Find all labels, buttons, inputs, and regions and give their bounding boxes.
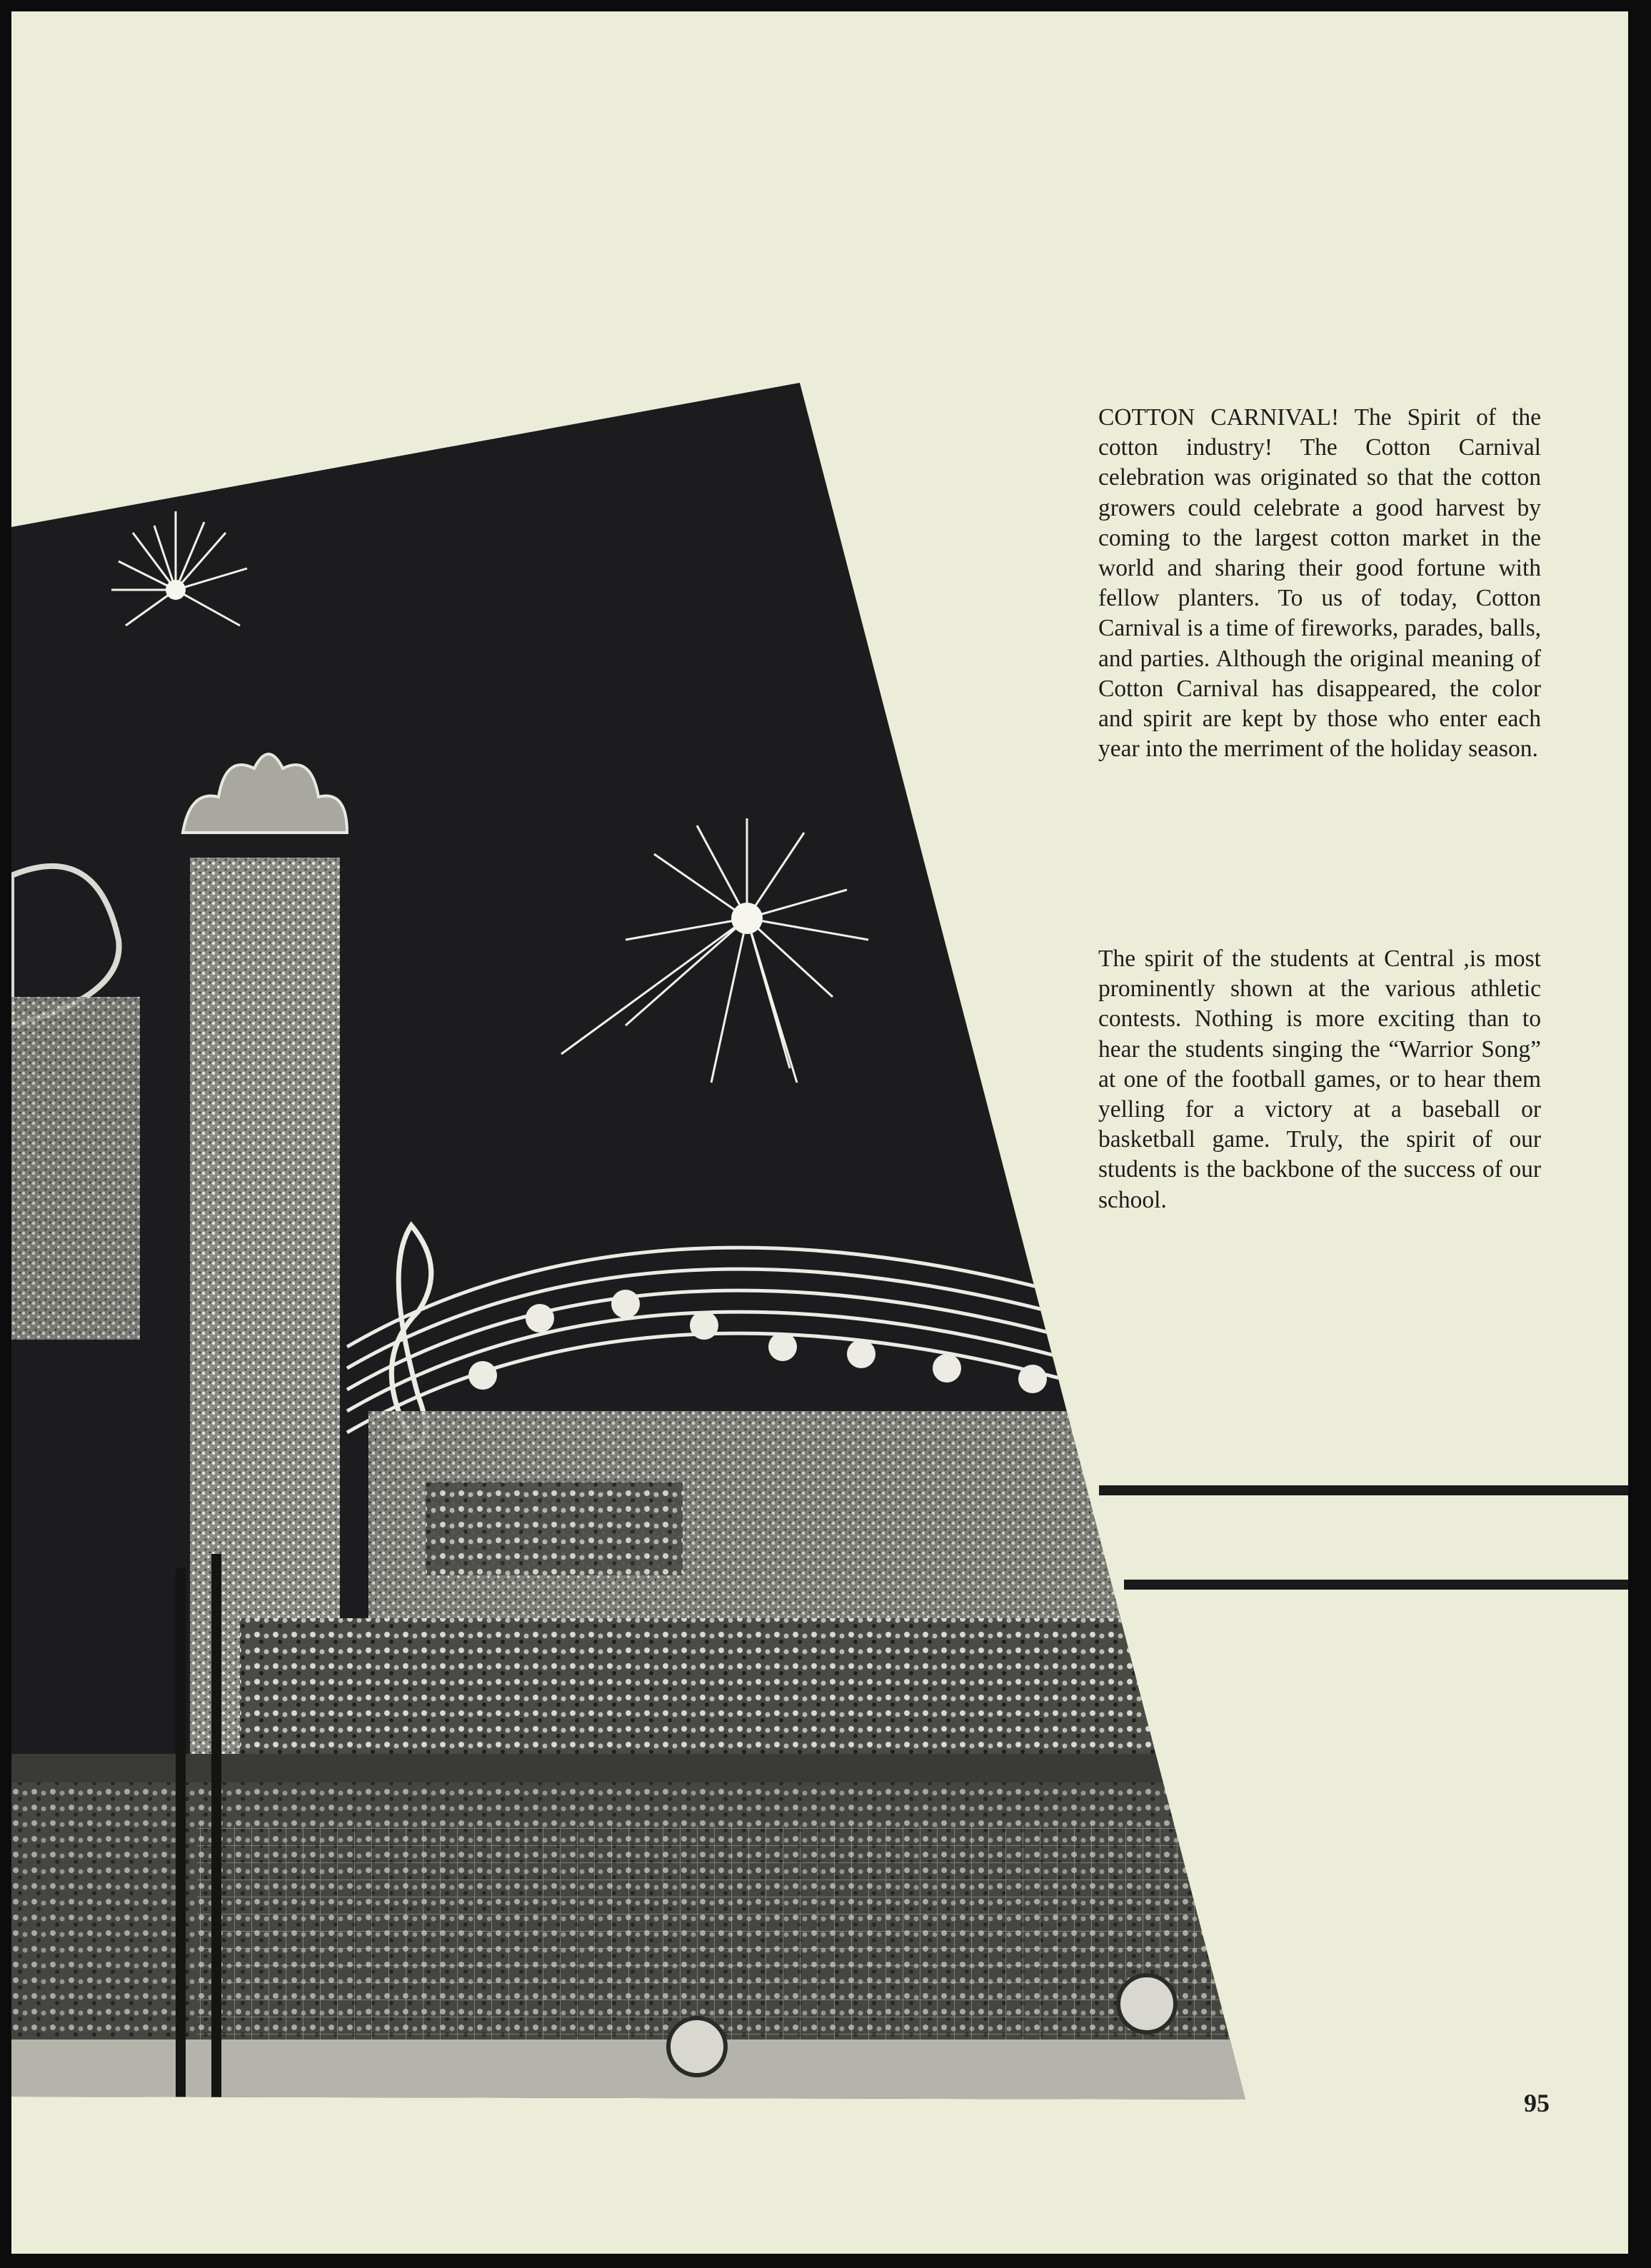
decorative-rule (1099, 1485, 1628, 1495)
article-paragraph: The spirit of the students at Central ,is most prominently shown at the various athletic contests. Nothing is more exciting than to hear the students singing the “Warrior Song” at one of the football games, or to hear them yelling for a victory at a baseball or basketball game. Truly, the spirit of our students is the backbone of the success of our school. (1098, 945, 1541, 1213)
decorative-rule (1124, 1580, 1628, 1590)
article-paragraph: COTTON CARNIVAL! The Spirit of the cotton industry! The Cotton Carnival celebration was originated so that the cotton growers could celebrate a good harvest by coming to the largest cotton market in the world and sharing their good fortune with fellow planters. To us of today, Cotton Carnival is a time of fireworks, parades, balls, and parties. Although the original meaning of Cotton Carnival has disappeared, the color and spirit are kept by those who enter each year into the merriment of the holiday season. (1098, 404, 1541, 763)
choir-rows (240, 1618, 1268, 1754)
page-number: 95 (1524, 2089, 1550, 2117)
fence (197, 1825, 1268, 2039)
spotlight (1118, 1975, 1175, 2032)
yearbook-page (11, 11, 1628, 2254)
spotlight (668, 2018, 726, 2075)
